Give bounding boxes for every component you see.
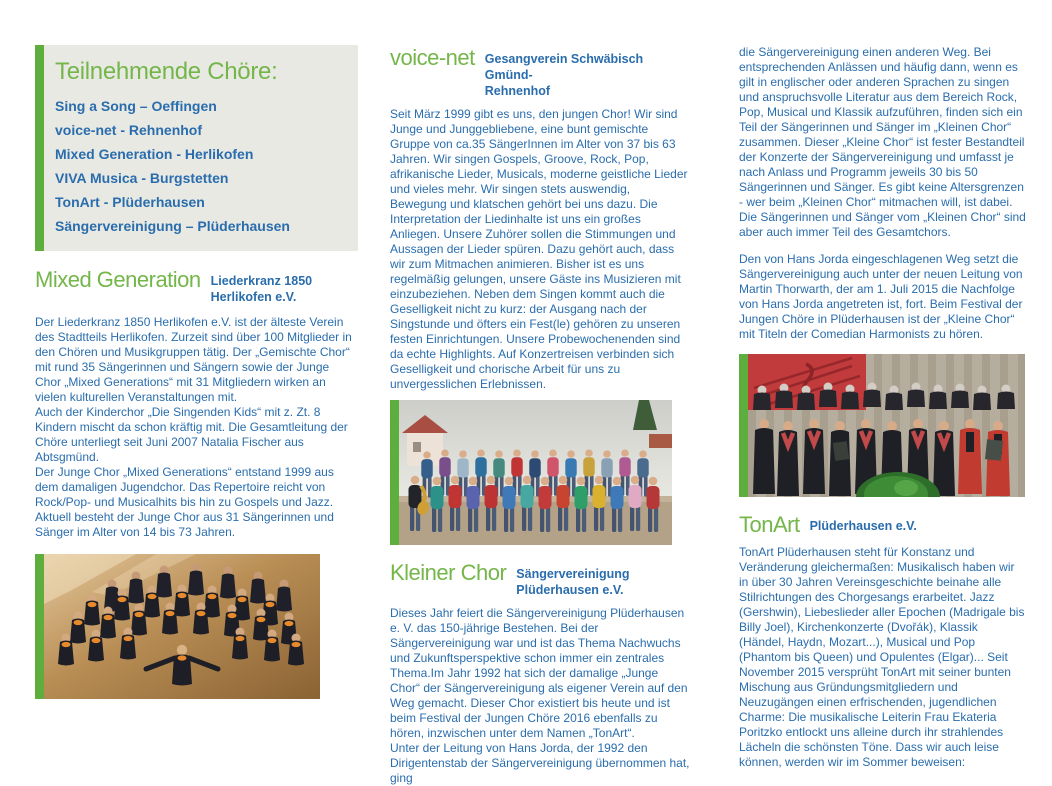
body-paragraph: Der Liederkranz 1850 Herlikofen e.V. ist der älteste Verein des Stadtteils Herlikofen. Zurzeit sind über 100 Mitglieder in den Chören und Musikgruppen tätig. Der „Gemischte Chor“ mit rund 35 Sängerinnen und Sängern sowie der Junge Chor „Mixed Generations“ mit 31 Mitgliedern wirken an vielen kulturellen Veranstaltungen mit. [35,315,352,404]
column-left [35,0,358,699]
choir-overhead-photo-illustration [44,554,320,699]
column-middle [390,0,690,786]
photo-mixed-generation [35,554,358,699]
participant-item: Mixed Generation - Herlikofen [55,146,254,162]
body-paragraph: Dieses Jahr feiert die Sängervereinigung Plüderhausen e. V. das 150-jährige Bestehen. Bei der Sängervereinigung war und ist das Thema Nachwuchs und Zukunftsperspektive schon immer ein zentrales Thema.Im Jahr 1992 hat sich der damalige „Junge Chor“ der Sängervereinigung als eigener Verein auf den Weg gemacht. Dieser Chor existiert bis heute und ist beim Festival der Jungen Chöre 2016 ebenfalls zu hören, inzwischen unter dem Namen „TonArt“. [390,606,688,740]
org-line: Liederkranz 1850 [210,274,313,288]
body-paragraph: Auch der Kinderchor „Die Singenden Kids“ mit z. Zt. 8 Kindern mischt da schon kräftig mit. Die Gesamtleitung der Chöre unterliegt seit Juni 2007 Natalia Fischer aus Abtsgmünd. [35,405,348,464]
kleiner-chor-continued-body [739,45,1026,240]
participant-item: Sing a Song – Oeffingen [55,98,217,114]
participant-item: VIVA Musica - Burgstetten [55,170,229,186]
mixed-generation-body [35,315,358,540]
org-line: Gesangverein Schwäbisch Gmünd- [484,52,644,82]
participants-title: Teilnehmende Chöre: [55,58,278,85]
photo-kleiner-chor [739,354,1026,497]
org-name: Sängervereinigung Plüderhausen e.V. [516,567,630,597]
body-paragraph: Unter der Leitung von Hans Jorda, der 1992 den Dirigentenstab der Sängervereinigung übernommen hat, ging [390,741,690,785]
org-name [485,46,690,99]
participant-item: Sängervereinigung – Plüderhausen [55,218,290,234]
org-name: Plüderhausen e.V. [809,519,917,533]
column-right [739,0,1026,770]
green-bar [739,354,748,497]
org-line: Herlikofen e.V. [210,290,297,304]
voice-net-body [390,107,690,392]
outdoor-choir-photo-illustration [399,400,672,545]
roof-strip [649,434,672,448]
participants-box [35,45,358,251]
section-voice-net-header [390,46,690,99]
body-paragraph: TonArt Plüderhausen steht für Konstanz und Veränderung gleichermaßen: Musikalisch haben wir in über 30 Jahren Vereinsgeschichte beinahe alle Stilrichtungen des Chorgesangs erarbeitet. Jazz (Gershwin), Liebeslieder aller Epochen (Madrigale bis Billy Joel), Kirchenkonzerte (Dvořák), Klassik (Händel, Haydn, Mozart...), Musical und Pop (Phantom bis Queen) und Opulentes (Elgar)... Seit November 2015 versprüht TonArt mit seiner bunten Mischung aus Gründungsmitgliedern und Neuzugängen einen erfrischenden, jugendlichen Charme: Die musikalische Leiterin Frau Ekateria Poritzko entlockt uns alleine durch ihr strahlendes Lächeln die schönsten Töne. Dass wir auch leise können, werden wir im Sommer beweisen: [739,545,1025,769]
org-name [211,268,312,305]
tonart-body [739,545,1026,770]
stage-choir-photo-illustration [748,354,1025,497]
section-mixed-generation-header [35,268,358,305]
green-bar [390,400,399,545]
photo-voice-net [390,400,690,545]
body-paragraph: Der Junge Chor „Mixed Generations“ entstand 1999 aus dem damaligen Jugendchor. Das Repertoire reicht von Rock/Pop- und Musicalhits bis hin zu Gospels und Jazz. Aktuell besteht der Junge Chor aus 31 Sängerinnen und Sänger im Alter von 14 bis 73 Jahren. [35,465,334,539]
music-folder [985,439,1003,461]
org-line: Rehnenhof [484,84,551,98]
kleiner-chor-continued-body-2 [739,252,1026,342]
music-folder [833,441,849,461]
participant-item: voice-net - Rehnenhof [55,122,203,138]
body-paragraph: Den von Hans Jorda eingeschlagenen Weg setzt die Sängervereinigung auch unter der neuen Leitung von Martin Thorwarth, der am 1. Juli 2015 die Nachfolge von Hans Jorda angetreten ist, fort. Beim Festival der Jungen Chöre in Plüderhausen ist der „Kleine Chor“ mit Titeln der Comedian Harmonists zu hören. [739,252,1023,341]
body-paragraph: die Sängervereinigung einen anderen Weg. Bei entsprechenden Anlässen und häufig dann, wenn es gilt in englischer oder anderen Sprachen zu singen und anspruchsvolle Literatur aus dem Bereich Rock, Pop, Musical und Klassik aufzuführen, finden sich ein Teil der Sängerinnen und Sänger im „Kleinen Chor“ zusammen. Dieser „Kleine Chor“ ist fester Bestandteil der Konzerte der Sängervereinigung und umfasst je nach Anlass und Programm jeweils 30 bis 50 Sängerinnen und Sänger. Es gibt keine Altersgrenzen - wer beim „Kleinen Chor“ mitmachen will, ist dabei. Die Sängerinnen und Sänger vom „Kleinen Chor“ sind aber auch immer Teil des Gesamtchors. [739,45,1026,239]
section-tonart-header [739,513,1026,537]
section-heading: Mixed Generation [35,267,201,292]
section-kleiner-chor-header [390,561,690,598]
green-bar [35,554,44,699]
section-heading: Kleiner Chor [390,560,507,585]
body-paragraph: Seit März 1999 gibt es uns, den jungen Chor! Wir sind Junge und Junggebliebene, eine bunt gemischte Gruppe von ca.35 SängerInnen im Alter von 37 bis 63 Jahren. Wir singen Gospels, Groove, Rock, Pop, afrikanische Lieder, Musicals, moderne geistliche Lieder und vieles mehr. Wir singen stets auswendig, Bewegung und klatschen gehört bei uns dazu. Die Interpretation der Liedinhalte ist uns ein großes Anliegen. Unsere Zuhörer sollen die Stimmungen und Aussagen der Lieder spüren. Dazu gehört auch, dass wir zum Mitmachen animieren. Bisher ist es uns regelmäßig gelungen, unsere Gäste ins Musizieren mit einzubeziehen. Neben dem Singen kommt auch die Geselligkeit nicht zu kurz: der Ausgang nach der Singstunde und öfters ein Fest(le) gehören zu unseren festen Einrichtungen. Unsere Probewochenenden sind da echte Highlights. Auf Konzertreisen verbinden sich Geselligkeit und chorische Arbeit für uns zu unvergesslichen Erlebnissen. [390,107,688,391]
section-heading: voice-net [390,45,475,70]
section-heading: TonArt [739,512,800,537]
participant-item: TonArt - Plüderhausen [55,194,205,210]
kleiner-chor-body [390,606,690,786]
